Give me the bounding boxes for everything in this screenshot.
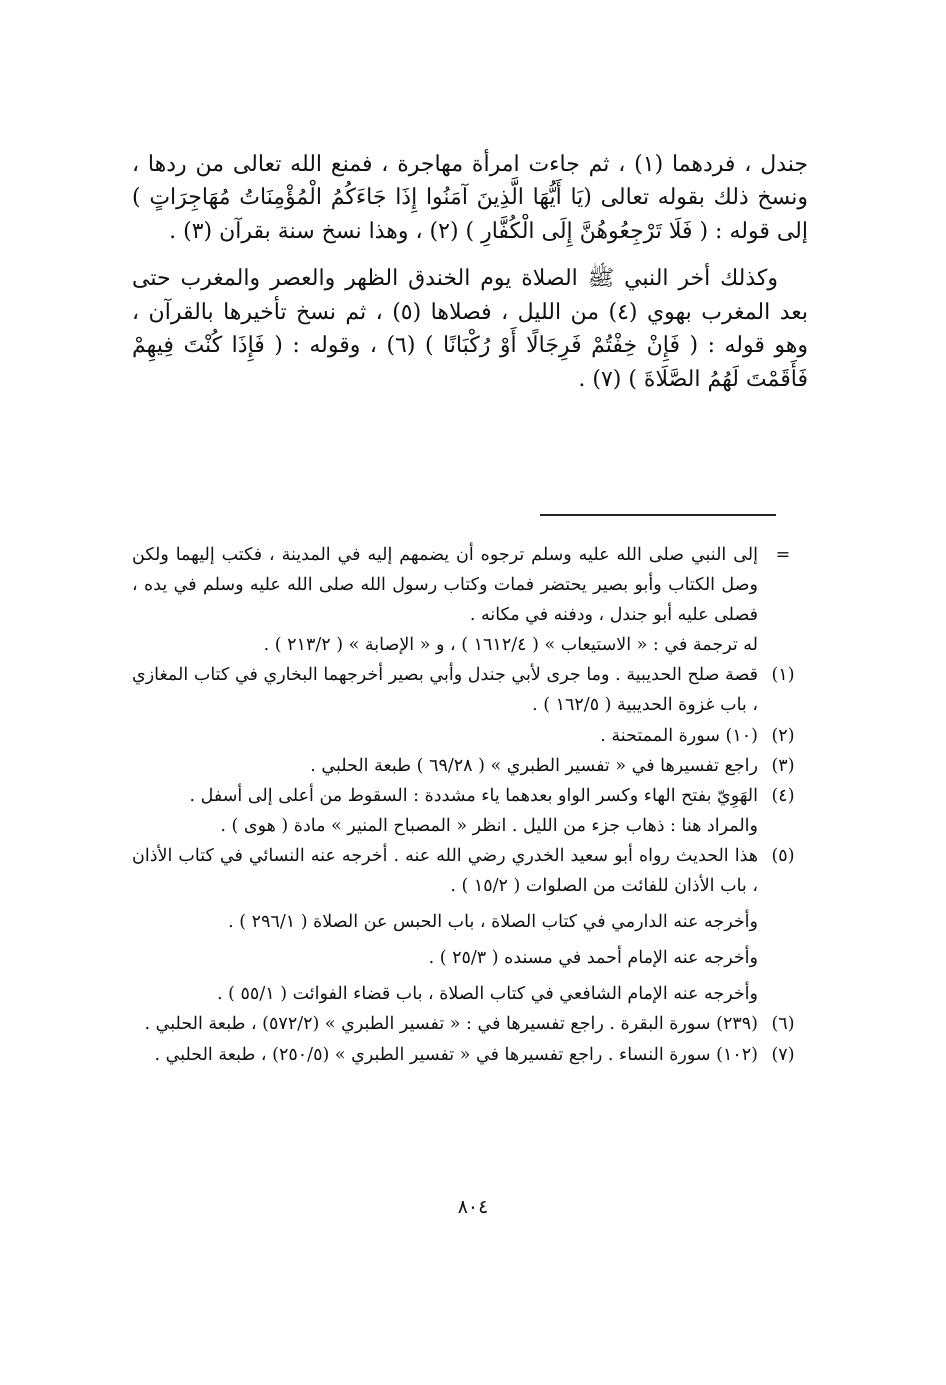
footnote-body — [132, 841, 758, 1009]
footnote-body — [132, 781, 758, 841]
footnote-body — [132, 721, 758, 751]
footnote-line: قصة صلح الحديبية . وما جرى لأبي جندل وأبي بصير أخرجهما البخاري في كتاب المغازي ، باب غزوة الحديبية ( ١٦٢/٥ ) . — [132, 665, 758, 716]
footnote-marker: (٢) — [771, 725, 795, 746]
footnote-line: وأخرجه عنه الدارمي في كتاب الصلاة ، باب الحبس عن الصلاة ( ٢٩٦/١ ) . — [228, 912, 758, 933]
footnote-marker: (٧) — [771, 1044, 795, 1065]
footnote-marker: (١) — [771, 665, 795, 686]
footnote-line: (٢٣٩) سورة البقرة . راجع تفسيرها في : « تفسير الطبري » (٥٧٢/٢) ، طبعة الحلبي . — [144, 1014, 758, 1035]
footnote-line: له ترجمة في : « الاستيعاب » ( ١٦١٢/٤ ) ، و « الإصابة » ( ٢١٣/٢ ) . — [263, 635, 758, 656]
footnote-continuation — [132, 540, 808, 660]
page-number: ٨٠٤ — [457, 1196, 489, 1218]
main-paragraph-1: جندل ، فردهما (١) ، ثم جاءت امرأة مهاجرة ، فمنع الله تعالى من ردها ، ونسخ ذلك بقوله تعالى (يَا أَيُّهَا الَّذِينَ آمَنُوا إِذَا جَاءَكُمُ الْمُؤْمِنَاتُ مُهَاجِرَاتٍ ) إلى قوله : ( فَلَا تَرْجِعُوهُنَّ إِلَى الْكُفَّارِ ) (٢) ، وهذا نسخ سنة بقرآن (٣) . — [132, 152, 808, 244]
footnote-body — [132, 540, 758, 660]
footnote-5 — [132, 841, 808, 1009]
footnotes — [132, 540, 808, 1070]
footnote-line: وأخرجه عنه الإمام أحمد في مسنده ( ٢٥/٣ ) . — [428, 948, 758, 969]
main-text — [132, 148, 808, 396]
footnote-marker: (٤) — [771, 785, 795, 806]
footnote-line: (١٠٢) سورة النساء . راجع تفسيرها في « تفسير الطبري » (٢٥٠/٥) ، طبعة الحلبي . — [154, 1044, 758, 1065]
footnote-line: وأخرجه عنه الإمام الشافعي في كتاب الصلاة ، باب قضاء الفوائت ( ٥٥/١ ) . — [217, 984, 758, 1005]
footnote-line: إلى النبي صلى الله عليه وسلم ترجوه أن يضمهم إليه في المدينة ، فكتب إليهما ولكن وصل الكتاب وأبو بصير يحتضر فمات وكتاب رسول الله صلى الله عليه وسلم في يده ، فصلى عليه أبو جندل ، ودفنه في مكانه . — [132, 545, 758, 626]
footnote-1 — [132, 660, 808, 720]
footnote-6 — [132, 1009, 808, 1039]
footnote-line: الهَوِيّ بفتح الهاء وكسر الواو بعدهما ياء مشددة : السقوط من أعلى إلى أسفل . — [189, 785, 758, 806]
footnote-marker: (٦) — [771, 1014, 795, 1035]
footnote-body — [132, 1009, 758, 1039]
main-paragraph-2: وكذلك أخر النبي ﷺ الصلاة يوم الخندق الظهر والعصر والمغرب حتى بعد المغرب بهوي (٤) من الليل ، فصلاها (٥) ، ثم نسخ تأخيرها بالقرآن ، وهو قوله : ( فَإِنْ خِفْتُمْ فَرِجَالًا أَوْ رُكْبَانًا ) (٦) ، وقوله : ( فَإِذَا كُنْتَ فِيهِمْ فَأَقَمْتَ لَهُمُ الصَّلَاةَ ) (٧) . — [132, 266, 808, 392]
footnote-body — [132, 1040, 758, 1070]
footnote-marker: (٣) — [771, 755, 795, 776]
footnote-line: (١٠) سورة الممتحنة . — [600, 725, 758, 746]
footnote-body — [132, 751, 758, 781]
footnote-body — [132, 660, 758, 720]
footnote-line: راجع تفسيرها في « تفسير الطبري » ( ٦٩/٢٨ ) طبعة الحلبي . — [310, 755, 758, 776]
footnote-3 — [132, 751, 808, 781]
footnote-line: هذا الحديث رواه أبو سعيد الخدري رضي الله عنه . أخرجه عنه النسائي في كتاب الأذان ، باب الأذان للفائت من الصلوات ( ١٥/٢ ) . — [132, 845, 758, 897]
footnote-marker: = — [775, 545, 791, 565]
footnote-divider — [540, 514, 776, 516]
footnote-2 — [132, 721, 808, 751]
footnote-marker: (٥) — [771, 845, 795, 866]
footnote-7 — [132, 1040, 808, 1070]
footnote-line: والمراد هنا : ذهاب جزء من الليل . انظر « المصباح المنير » مادة ( هوى ) . — [220, 815, 758, 836]
footnote-4 — [132, 781, 808, 841]
